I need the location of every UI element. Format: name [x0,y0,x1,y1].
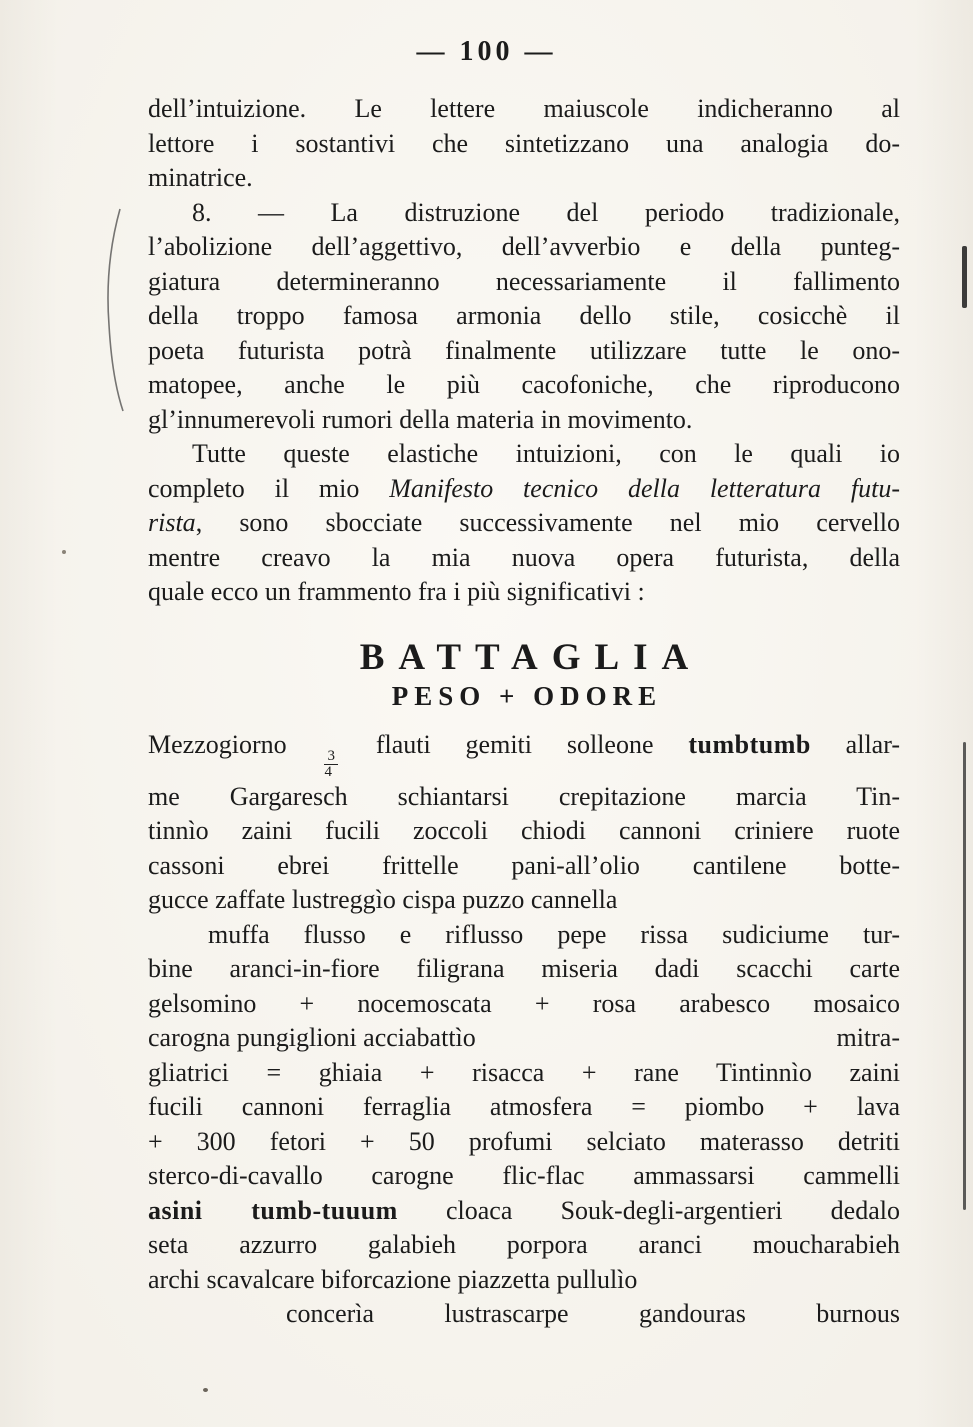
text-line [148,541,900,576]
text-segment: tinnìo zaini fucili zoccoli chiodi cannoni criniere ruote [148,816,900,845]
text-line [148,1228,900,1263]
body-paragraphs [148,92,900,610]
text-line [148,368,900,403]
text-segment: + 300 fetori + 50 profumi selciato materasso detriti [148,1126,900,1156]
bold-text: tumbtumb [688,729,811,759]
text-line [148,952,900,987]
text-segment: completo il mio [148,473,390,503]
text-line [148,334,900,369]
text-line [148,918,900,953]
text-segment: flauti gemiti solleone [340,729,689,759]
paragraph [148,1297,900,1332]
text-segment: minatrice. [148,163,253,192]
text-segment: matopee, anche le più cacofoniche, che riproducono [148,370,900,399]
text-line [148,403,900,438]
text-segment: poeta futurista potrà finalmente utilizzare tutte le ono- [148,335,900,365]
text-segment: mitra- [836,1023,900,1052]
poem-paragraphs [148,728,900,1332]
typographic-gap [476,1021,837,1056]
text-segment: gliatrici = ghiaia + risacca + rane Tintinnìo zaini [148,1057,900,1087]
chapter-title: BATTAGLIA [359,636,703,678]
text-line [148,472,900,507]
paragraph [148,728,900,918]
text-line [148,883,900,918]
italic-text: Manifesto tecnico della letteratura futu- [389,473,900,503]
italic-text: rista [148,508,196,537]
bold-text: asini tumb-tuuum [148,1195,398,1225]
text-line [148,299,900,334]
text-segment: , sono sbocciate successivamente nel mio cervello [195,508,900,537]
text-line [148,728,900,780]
text-line [148,780,900,815]
chapter-heading-group [148,636,900,712]
text-segment: Tutte queste elastiche intuizioni, con le quali io [192,439,900,468]
fraction: $\frac{3}{4}$ [324,749,338,780]
text-segment: cloaca Souk-degli-argentieri dedalo [397,1195,900,1225]
scan-edge-artifact [963,742,966,1210]
text-segment: gl’innumerevoli rumori della materia in movimento. [148,404,693,434]
text-line [148,265,900,300]
text-line [148,92,900,127]
margin-pen-mark [96,205,136,415]
paragraph [148,918,900,1298]
text-line [148,1194,900,1229]
text-line [148,1056,900,1091]
text-line [148,1090,900,1125]
text-segment: concerìa lustrascarpe gandouras burnous [286,1299,900,1328]
text-line [148,437,900,472]
text-line [148,1297,900,1332]
text-segment: sterco-di-cavallo carogne flic-flac ammassarsi cammelli [148,1161,900,1190]
text-line [148,230,900,265]
text-segment: lettore i sostantivi che sintetizzano una analogia do- [148,128,900,158]
text-segment: seta azzurro galabieh porpora aranci moucharabieh [148,1230,900,1259]
scan-edge-artifact [962,246,967,308]
scan-speck [203,1388,208,1392]
text-line [148,987,900,1022]
paragraph [148,437,900,610]
chapter-subtitle: PESO + ODORE [391,680,663,711]
text-segment: cassoni ebrei frittelle pani-all’olio cantilene botte- [148,850,900,880]
text-line [148,1263,900,1298]
text-segment: gelsomino + nocemoscata + rosa arabesco mosaico [148,988,900,1018]
text-line [148,127,900,162]
text-line [148,1159,900,1194]
text-segment: l’abolizione dell’aggettivo, dell’avverbio e della punteg- [148,232,900,261]
text-block [148,92,900,1332]
text-segment: 8. — La distruzione del periodo tradizionale, [192,197,900,227]
text-line [148,196,900,231]
text-segment: quale ecco un frammento fra i più significativi : [148,577,645,606]
text-segment: giatura determineranno necessariamente il fallimento [148,266,900,296]
paragraph [148,196,900,438]
text-line [148,575,900,610]
text-segment: fucili cannoni ferraglia atmosfera = piombo + lava [148,1092,900,1121]
text-segment: me Gargaresch schiantarsi crepitazione marcia Tin- [148,781,900,811]
text-segment: allar- [810,729,901,759]
text-segment: della troppo famosa armonia dello stile, cosicchè il [148,301,900,330]
text-line [148,1125,900,1160]
text-segment: dell’intuizione. Le lettere maiuscole indicheranno al [148,94,900,123]
text-segment: carogna pungiglioni acciabattìo [148,1023,476,1052]
text-line [148,1021,900,1056]
text-segment: Mezzogiorno [148,729,322,759]
text-line [148,849,900,884]
text-segment: mentre creavo la mia nuova opera futurista, della [148,542,900,572]
text-segment: bine aranci-in-fiore filigrana miseria dadi scacchi carte [148,954,900,983]
text-line [148,814,900,849]
page-number: — 100 — [416,36,557,67]
text-segment: gucce zaffate lustreggìo cispa puzzo cannella [148,885,618,914]
scan-speck [62,550,66,554]
paragraph [148,92,900,196]
text-line [148,161,900,196]
text-segment: archi scavalcare biforcazione piazzetta pullulìo [148,1264,638,1294]
text-segment: muffa flusso e riflusso pepe rissa sudiciume tur- [208,919,900,949]
text-line [148,506,900,541]
